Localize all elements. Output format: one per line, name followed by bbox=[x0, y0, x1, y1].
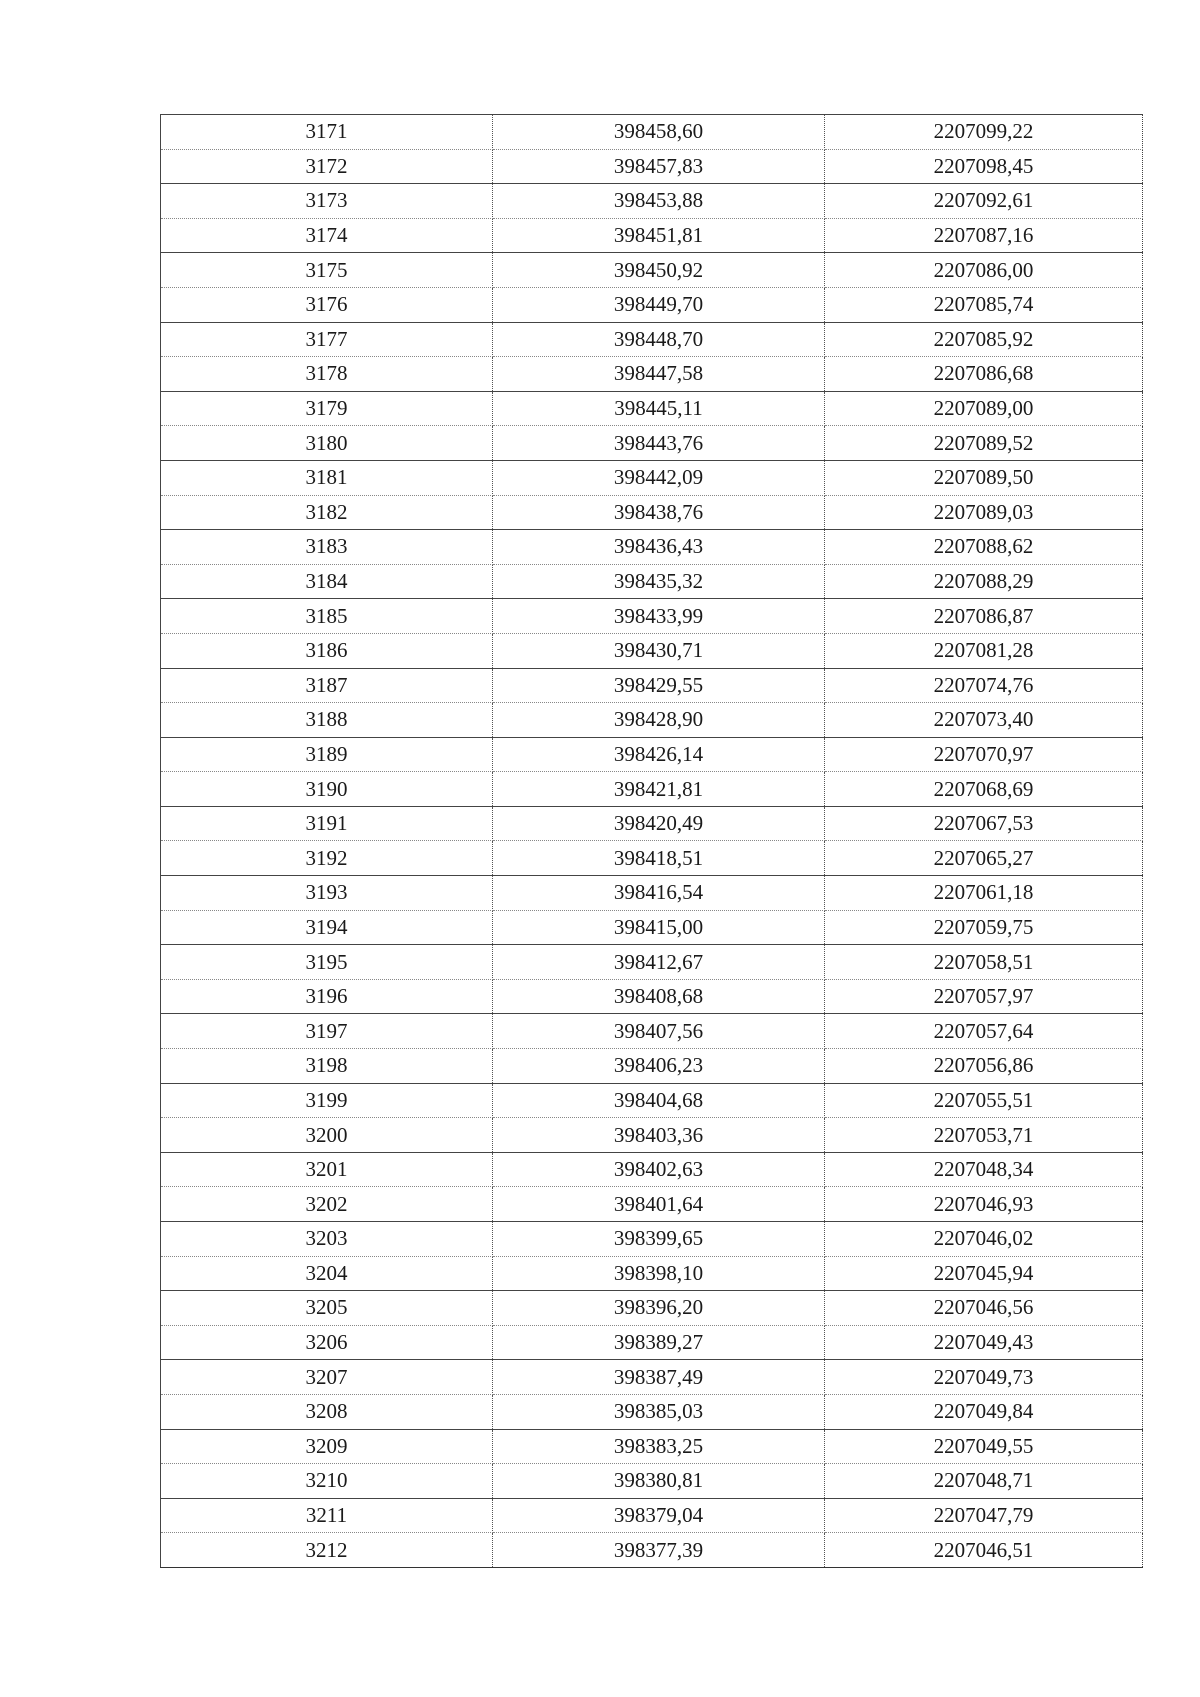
table-row bbox=[161, 1464, 1143, 1499]
table-row bbox=[161, 184, 1143, 219]
y-coordinate-cell: 2207089,03 bbox=[825, 495, 1143, 530]
table-row bbox=[161, 460, 1143, 495]
x-coordinate-cell: 398399,65 bbox=[493, 1222, 825, 1257]
table-row bbox=[161, 495, 1143, 530]
x-coordinate-cell: 398403,36 bbox=[493, 1118, 825, 1153]
y-coordinate-cell: 2207089,50 bbox=[825, 460, 1143, 495]
x-coordinate-cell: 398379,04 bbox=[493, 1498, 825, 1533]
point-number-cell: 3178 bbox=[161, 357, 493, 392]
point-number-cell: 3187 bbox=[161, 668, 493, 703]
x-coordinate-cell: 398420,49 bbox=[493, 806, 825, 841]
y-coordinate-cell: 2207099,22 bbox=[825, 115, 1143, 150]
y-coordinate-cell: 2207049,55 bbox=[825, 1429, 1143, 1464]
table-row bbox=[161, 1394, 1143, 1429]
y-coordinate-cell: 2207058,51 bbox=[825, 945, 1143, 980]
x-coordinate-cell: 398453,88 bbox=[493, 184, 825, 219]
x-coordinate-cell: 398458,60 bbox=[493, 115, 825, 150]
y-coordinate-cell: 2207046,02 bbox=[825, 1222, 1143, 1257]
y-coordinate-cell: 2207049,84 bbox=[825, 1394, 1143, 1429]
point-number-cell: 3172 bbox=[161, 149, 493, 184]
y-coordinate-cell: 2207056,86 bbox=[825, 1049, 1143, 1084]
x-coordinate-cell: 398401,64 bbox=[493, 1187, 825, 1222]
point-number-cell: 3179 bbox=[161, 391, 493, 426]
table-row bbox=[161, 1118, 1143, 1153]
x-coordinate-cell: 398443,76 bbox=[493, 426, 825, 461]
x-coordinate-cell: 398412,67 bbox=[493, 945, 825, 980]
y-coordinate-cell: 2207070,97 bbox=[825, 737, 1143, 772]
y-coordinate-cell: 2207067,53 bbox=[825, 806, 1143, 841]
table-row bbox=[161, 737, 1143, 772]
point-number-cell: 3203 bbox=[161, 1222, 493, 1257]
x-coordinate-cell: 398433,99 bbox=[493, 599, 825, 634]
y-coordinate-cell: 2207089,00 bbox=[825, 391, 1143, 426]
y-coordinate-cell: 2207088,62 bbox=[825, 530, 1143, 565]
y-coordinate-cell: 2207046,51 bbox=[825, 1533, 1143, 1568]
table-row bbox=[161, 287, 1143, 322]
point-number-cell: 3184 bbox=[161, 564, 493, 599]
x-coordinate-cell: 398428,90 bbox=[493, 703, 825, 738]
point-number-cell: 3192 bbox=[161, 841, 493, 876]
table-row bbox=[161, 910, 1143, 945]
table-row bbox=[161, 841, 1143, 876]
point-number-cell: 3171 bbox=[161, 115, 493, 150]
y-coordinate-cell: 2207068,69 bbox=[825, 772, 1143, 807]
point-number-cell: 3200 bbox=[161, 1118, 493, 1153]
point-number-cell: 3196 bbox=[161, 979, 493, 1014]
point-number-cell: 3175 bbox=[161, 253, 493, 288]
y-coordinate-cell: 2207049,43 bbox=[825, 1325, 1143, 1360]
table-row bbox=[161, 1256, 1143, 1291]
point-number-cell: 3188 bbox=[161, 703, 493, 738]
point-number-cell: 3174 bbox=[161, 218, 493, 253]
x-coordinate-cell: 398421,81 bbox=[493, 772, 825, 807]
point-number-cell: 3206 bbox=[161, 1325, 493, 1360]
table-row bbox=[161, 530, 1143, 565]
point-number-cell: 3194 bbox=[161, 910, 493, 945]
table-row bbox=[161, 1533, 1143, 1568]
x-coordinate-cell: 398385,03 bbox=[493, 1394, 825, 1429]
y-coordinate-cell: 2207098,45 bbox=[825, 149, 1143, 184]
coordinates-table bbox=[160, 114, 1143, 1568]
x-coordinate-cell: 398435,32 bbox=[493, 564, 825, 599]
y-coordinate-cell: 2207089,52 bbox=[825, 426, 1143, 461]
point-number-cell: 3193 bbox=[161, 876, 493, 911]
y-coordinate-cell: 2207048,71 bbox=[825, 1464, 1143, 1499]
point-number-cell: 3183 bbox=[161, 530, 493, 565]
table-row bbox=[161, 322, 1143, 357]
table-row bbox=[161, 1429, 1143, 1464]
y-coordinate-cell: 2207085,92 bbox=[825, 322, 1143, 357]
x-coordinate-cell: 398447,58 bbox=[493, 357, 825, 392]
point-number-cell: 3212 bbox=[161, 1533, 493, 1568]
point-number-cell: 3185 bbox=[161, 599, 493, 634]
table-row bbox=[161, 218, 1143, 253]
x-coordinate-cell: 398418,51 bbox=[493, 841, 825, 876]
x-coordinate-cell: 398430,71 bbox=[493, 633, 825, 668]
y-coordinate-cell: 2207047,79 bbox=[825, 1498, 1143, 1533]
table-row bbox=[161, 1083, 1143, 1118]
x-coordinate-cell: 398408,68 bbox=[493, 979, 825, 1014]
x-coordinate-cell: 398426,14 bbox=[493, 737, 825, 772]
point-number-cell: 3210 bbox=[161, 1464, 493, 1499]
table-row bbox=[161, 876, 1143, 911]
y-coordinate-cell: 2207087,16 bbox=[825, 218, 1143, 253]
x-coordinate-cell: 398389,27 bbox=[493, 1325, 825, 1360]
point-number-cell: 3181 bbox=[161, 460, 493, 495]
table-row bbox=[161, 1049, 1143, 1084]
x-coordinate-cell: 398436,43 bbox=[493, 530, 825, 565]
y-coordinate-cell: 2207081,28 bbox=[825, 633, 1143, 668]
y-coordinate-cell: 2207049,73 bbox=[825, 1360, 1143, 1395]
table-row bbox=[161, 253, 1143, 288]
y-coordinate-cell: 2207086,68 bbox=[825, 357, 1143, 392]
x-coordinate-cell: 398377,39 bbox=[493, 1533, 825, 1568]
y-coordinate-cell: 2207046,56 bbox=[825, 1291, 1143, 1326]
x-coordinate-cell: 398406,23 bbox=[493, 1049, 825, 1084]
table-row bbox=[161, 564, 1143, 599]
point-number-cell: 3182 bbox=[161, 495, 493, 530]
point-number-cell: 3176 bbox=[161, 287, 493, 322]
point-number-cell: 3199 bbox=[161, 1083, 493, 1118]
table-row bbox=[161, 426, 1143, 461]
point-number-cell: 3191 bbox=[161, 806, 493, 841]
x-coordinate-cell: 398380,81 bbox=[493, 1464, 825, 1499]
x-coordinate-cell: 398450,92 bbox=[493, 253, 825, 288]
x-coordinate-cell: 398445,11 bbox=[493, 391, 825, 426]
table-row bbox=[161, 633, 1143, 668]
point-number-cell: 3190 bbox=[161, 772, 493, 807]
y-coordinate-cell: 2207045,94 bbox=[825, 1256, 1143, 1291]
point-number-cell: 3186 bbox=[161, 633, 493, 668]
table-row bbox=[161, 1498, 1143, 1533]
point-number-cell: 3189 bbox=[161, 737, 493, 772]
table-row bbox=[161, 945, 1143, 980]
point-number-cell: 3209 bbox=[161, 1429, 493, 1464]
point-number-cell: 3173 bbox=[161, 184, 493, 219]
y-coordinate-cell: 2207085,74 bbox=[825, 287, 1143, 322]
point-number-cell: 3177 bbox=[161, 322, 493, 357]
table-row bbox=[161, 115, 1143, 150]
x-coordinate-cell: 398429,55 bbox=[493, 668, 825, 703]
table-row bbox=[161, 703, 1143, 738]
table-row bbox=[161, 1360, 1143, 1395]
y-coordinate-cell: 2207086,00 bbox=[825, 253, 1143, 288]
coordinates-table-body bbox=[161, 115, 1143, 1568]
point-number-cell: 3204 bbox=[161, 1256, 493, 1291]
x-coordinate-cell: 398416,54 bbox=[493, 876, 825, 911]
point-number-cell: 3205 bbox=[161, 1291, 493, 1326]
point-number-cell: 3208 bbox=[161, 1394, 493, 1429]
y-coordinate-cell: 2207092,61 bbox=[825, 184, 1143, 219]
x-coordinate-cell: 398457,83 bbox=[493, 149, 825, 184]
y-coordinate-cell: 2207061,18 bbox=[825, 876, 1143, 911]
y-coordinate-cell: 2207059,75 bbox=[825, 910, 1143, 945]
table-row bbox=[161, 806, 1143, 841]
table-row bbox=[161, 772, 1143, 807]
y-coordinate-cell: 2207046,93 bbox=[825, 1187, 1143, 1222]
x-coordinate-cell: 398396,20 bbox=[493, 1291, 825, 1326]
table-row bbox=[161, 1152, 1143, 1187]
table-row bbox=[161, 357, 1143, 392]
table-row bbox=[161, 1222, 1143, 1257]
table-row bbox=[161, 149, 1143, 184]
table-row bbox=[161, 979, 1143, 1014]
point-number-cell: 3201 bbox=[161, 1152, 493, 1187]
point-number-cell: 3202 bbox=[161, 1187, 493, 1222]
table-row bbox=[161, 599, 1143, 634]
point-number-cell: 3207 bbox=[161, 1360, 493, 1395]
y-coordinate-cell: 2207055,51 bbox=[825, 1083, 1143, 1118]
y-coordinate-cell: 2207074,76 bbox=[825, 668, 1143, 703]
y-coordinate-cell: 2207048,34 bbox=[825, 1152, 1143, 1187]
point-number-cell: 3180 bbox=[161, 426, 493, 461]
point-number-cell: 3198 bbox=[161, 1049, 493, 1084]
table-row bbox=[161, 1187, 1143, 1222]
point-number-cell: 3197 bbox=[161, 1014, 493, 1049]
table-row bbox=[161, 1014, 1143, 1049]
x-coordinate-cell: 398383,25 bbox=[493, 1429, 825, 1464]
x-coordinate-cell: 398402,63 bbox=[493, 1152, 825, 1187]
table-row bbox=[161, 1325, 1143, 1360]
x-coordinate-cell: 398451,81 bbox=[493, 218, 825, 253]
y-coordinate-cell: 2207057,64 bbox=[825, 1014, 1143, 1049]
x-coordinate-cell: 398442,09 bbox=[493, 460, 825, 495]
x-coordinate-cell: 398448,70 bbox=[493, 322, 825, 357]
x-coordinate-cell: 398398,10 bbox=[493, 1256, 825, 1291]
y-coordinate-cell: 2207065,27 bbox=[825, 841, 1143, 876]
table-row bbox=[161, 1291, 1143, 1326]
x-coordinate-cell: 398449,70 bbox=[493, 287, 825, 322]
x-coordinate-cell: 398387,49 bbox=[493, 1360, 825, 1395]
y-coordinate-cell: 2207086,87 bbox=[825, 599, 1143, 634]
y-coordinate-cell: 2207088,29 bbox=[825, 564, 1143, 599]
y-coordinate-cell: 2207073,40 bbox=[825, 703, 1143, 738]
x-coordinate-cell: 398438,76 bbox=[493, 495, 825, 530]
x-coordinate-cell: 398407,56 bbox=[493, 1014, 825, 1049]
table-row bbox=[161, 391, 1143, 426]
point-number-cell: 3195 bbox=[161, 945, 493, 980]
y-coordinate-cell: 2207057,97 bbox=[825, 979, 1143, 1014]
y-coordinate-cell: 2207053,71 bbox=[825, 1118, 1143, 1153]
x-coordinate-cell: 398404,68 bbox=[493, 1083, 825, 1118]
table-row bbox=[161, 668, 1143, 703]
point-number-cell: 3211 bbox=[161, 1498, 493, 1533]
x-coordinate-cell: 398415,00 bbox=[493, 910, 825, 945]
